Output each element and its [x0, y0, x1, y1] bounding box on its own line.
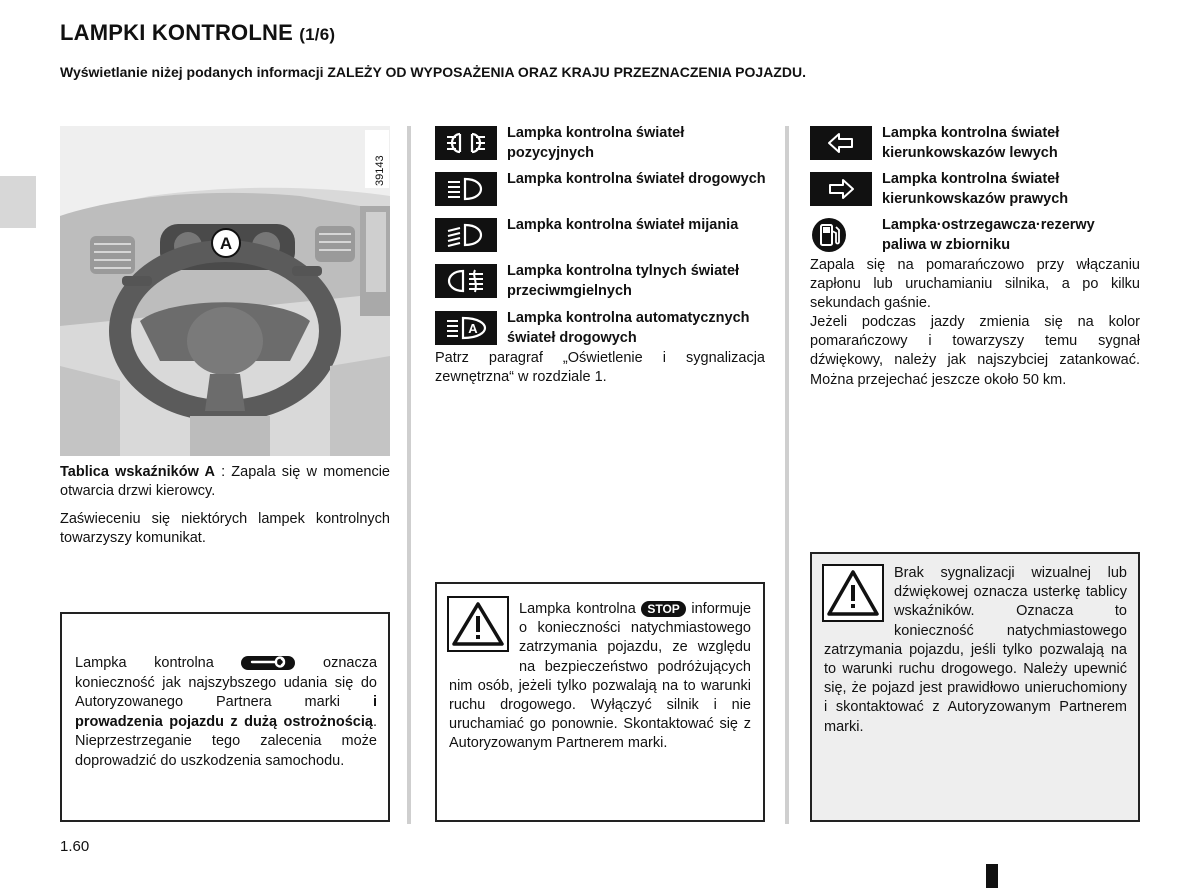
- service-warning-t3: i prowadzenia pojazdu z dużą ostrożnością: [75, 694, 377, 730]
- service-warning-box: [60, 612, 390, 822]
- svg-text:A: A: [468, 321, 478, 336]
- lamp-label: Lampka kontrolna świateł kierunkowskazów prawych: [882, 171, 1069, 207]
- page-title-part: (1/6): [299, 25, 336, 44]
- dashboard-illustration: [60, 126, 390, 456]
- caption-rest: : Zapala się w momencie otwarcia drzwi kierowcy.: [60, 464, 390, 499]
- figure-label-a: A: [219, 234, 233, 253]
- fuel-pump-icon: [810, 218, 848, 252]
- fuel-reserve-paragraph-1: Zapala się na pomarańczowo przy włączaniu zapłonu lub uruchamianiu silnika, a po kilku sekundach gaśnie.: [810, 257, 1140, 312]
- position-lights-icon: [435, 126, 497, 160]
- cluster-fault-warning-box: [810, 552, 1140, 822]
- turn-left-icon: [810, 126, 872, 160]
- cluster-fault-warning-body: Brak sygnalizacji wizualnej lub dźwiękowej oznacza usterkę tablicy wskaźników. Oznacza to konieczność natychmiastowego zatrzymania pojazdu, jeśli tylko pozwalają na to warunki ruchu drogowego. Należy upewnić się, że pojazd jest prawidłowo unieruchomiony i skontaktować z Autoryzowanym Partnerem marki.: [824, 565, 1127, 735]
- stop-badge: STOP: [641, 601, 685, 617]
- cluster-fault-warning-text: [824, 564, 1127, 737]
- stop-warning-t2: informuje o konieczności natychmiastowego zatrzymania pojazdu, ze względu na bezpieczeństwo podróżujących nim osób, jeżeli tylko pozwalają na to warunki ruchu drogowego. Wyłączyć silnik i nie uruchamiać go ponownie. Skontaktować się z Autoryzowanym Partnerem marki.: [449, 601, 752, 752]
- lamp-label: Lampka·ostrzegawcza·rezerwy paliwa w zbiorniku: [882, 217, 1095, 253]
- lighting-reference-note: Patrz paragraf „Oświetlenie i sygnalizacja zewnętrzna“ w rozdziale 1.: [435, 350, 765, 385]
- column-divider-1: [407, 126, 411, 824]
- rear-fog-icon: [435, 264, 497, 298]
- dipped-beam-icon: [435, 218, 497, 252]
- lamp-label: Lampka kontrolna tylnych świateł przeciwmgielnych: [507, 263, 740, 299]
- service-warning-text: [75, 654, 377, 771]
- stop-warning-t1: Lampka kontrolna: [519, 601, 636, 617]
- left-paragraph: Zaświeceniu się niektórych lampek kontrolnych towarzyszy komunikat.: [60, 511, 390, 546]
- figure-code: 39143: [374, 155, 386, 186]
- lamp-label: Lampka kontrolna świateł kierunkowskazów lewych: [882, 125, 1060, 161]
- page-edge-marker: [986, 864, 998, 888]
- service-warning-t1: Lampka kontrolna: [75, 655, 214, 671]
- turn-right-icon: [810, 172, 872, 206]
- lamp-label: Lampka kontrolna świateł drogowych: [507, 171, 766, 187]
- service-warning-t2: oznacza konieczność jak najszybszego udania się do Autoryzowanego Partnera marki: [75, 655, 378, 710]
- column-divider-2: [785, 126, 789, 824]
- page-title-text: LAMPKI KONTROLNE: [60, 20, 293, 45]
- wrench-icon: [241, 656, 295, 670]
- page-title: [60, 20, 335, 46]
- page-subtitle: Wyświetlanie niżej podanych informacji ZALEŻY OD WYPOSAŻENIA ORAZ KRAJU PRZEZNACZENIA POJAZDU.: [60, 64, 806, 80]
- lamp-label: Lampka kontrolna automatycznych świateł drogowych: [507, 310, 750, 346]
- stop-warning-text: [449, 600, 751, 754]
- chapter-tab: [0, 176, 36, 228]
- caption-bold: Tablica wskaźników A: [60, 464, 215, 480]
- page-number: 1.60: [60, 838, 90, 855]
- service-warning-t4: . Nieprzestrzeganie tego zalecenia może doprowadzić do uszkodzenia samochodu.: [75, 713, 377, 769]
- figure-caption: [60, 463, 390, 501]
- fuel-reserve-paragraph-2: Jeżeli podczas jazdy zmienia się na kolor pomarańczowy i towarzyszy temu sygnał dźwiękowy, należy jak najszybciej zatankować. Można przejechać jeszcze około 50 km.: [810, 314, 1140, 388]
- auto-main-beam-icon: [435, 311, 497, 345]
- lamp-label: Lampka kontrolna świateł pozycyjnych: [507, 125, 685, 161]
- lamp-label: Lampka kontrolna świateł mijania: [507, 217, 739, 233]
- main-beam-icon: [435, 172, 497, 206]
- stop-warning-box: [435, 582, 765, 822]
